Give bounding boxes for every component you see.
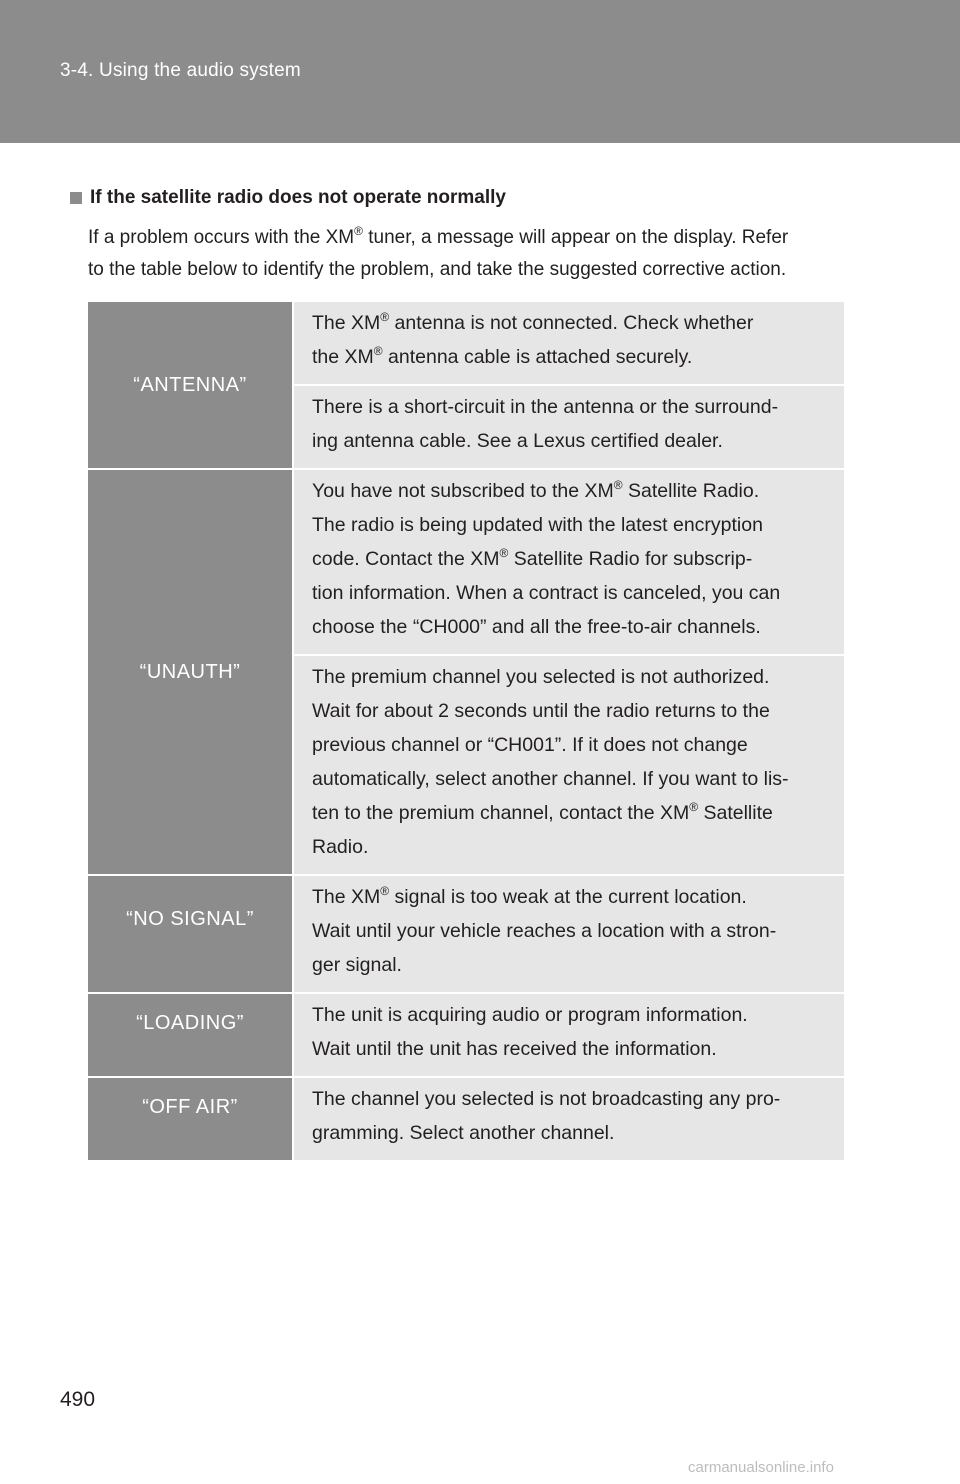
square-bullet-icon <box>70 192 82 204</box>
intro-line: If a problem occurs with the XM® tuner, a message will appear on the display. Refer <box>88 224 789 248</box>
message-code: “NO SIGNAL” <box>88 875 293 993</box>
table-row <box>88 469 844 655</box>
section-heading-text: If the satellite radio does not operate normally <box>90 187 506 208</box>
section-heading <box>70 187 506 209</box>
intro-line: to the table below to identify the problem, and take the suggested corrective action. <box>88 259 787 280</box>
message-code: “ANTENNA” <box>88 302 293 469</box>
message-code: “LOADING” <box>88 993 293 1077</box>
message-code: “UNAUTH” <box>88 469 293 875</box>
message-description: There is a short-circuit in the antenna or the surround- ing antenna cable. See a Lexus certified dealer. <box>293 385 844 469</box>
intro-paragraph <box>88 222 878 286</box>
table-row <box>88 875 844 993</box>
table-row <box>88 993 844 1077</box>
message-code: “OFF AIR” <box>88 1077 293 1160</box>
message-description: You have not subscribed to the XM® Satellite Radio. The radio is being updated with the latest encryption code. Contact the XM® Satellite Radio for subscrip- tion information. When a contract is canceled, you can choose the “CH000” and all the free-to-air channels. <box>293 469 844 655</box>
table-row <box>88 1077 844 1160</box>
message-description: The XM® signal is too weak at the current location. Wait until your vehicle reaches a location with a stron- ger signal. <box>293 875 844 993</box>
message-table <box>88 302 844 1160</box>
table-row <box>88 302 844 385</box>
page-number: 490 <box>60 1388 96 1411</box>
watermark: carmanualsonline.info <box>688 1459 834 1476</box>
section-breadcrumb: 3-4. Using the audio system <box>60 60 301 81</box>
message-description: The unit is acquiring audio or program information. Wait until the unit has received the information. <box>293 993 844 1077</box>
message-description: The XM® antenna is not connected. Check whether the XM® antenna cable is attached securely. <box>293 302 844 385</box>
message-description: The channel you selected is not broadcasting any pro- gramming. Select another channel. <box>293 1077 844 1160</box>
message-description: The premium channel you selected is not authorized. Wait for about 2 seconds until the radio returns to the previous channel or “CH001”. If it does not change automatically, select another channel. If you want to lis- ten to the premium channel, contact the XM® Satellite Radio. <box>293 655 844 875</box>
